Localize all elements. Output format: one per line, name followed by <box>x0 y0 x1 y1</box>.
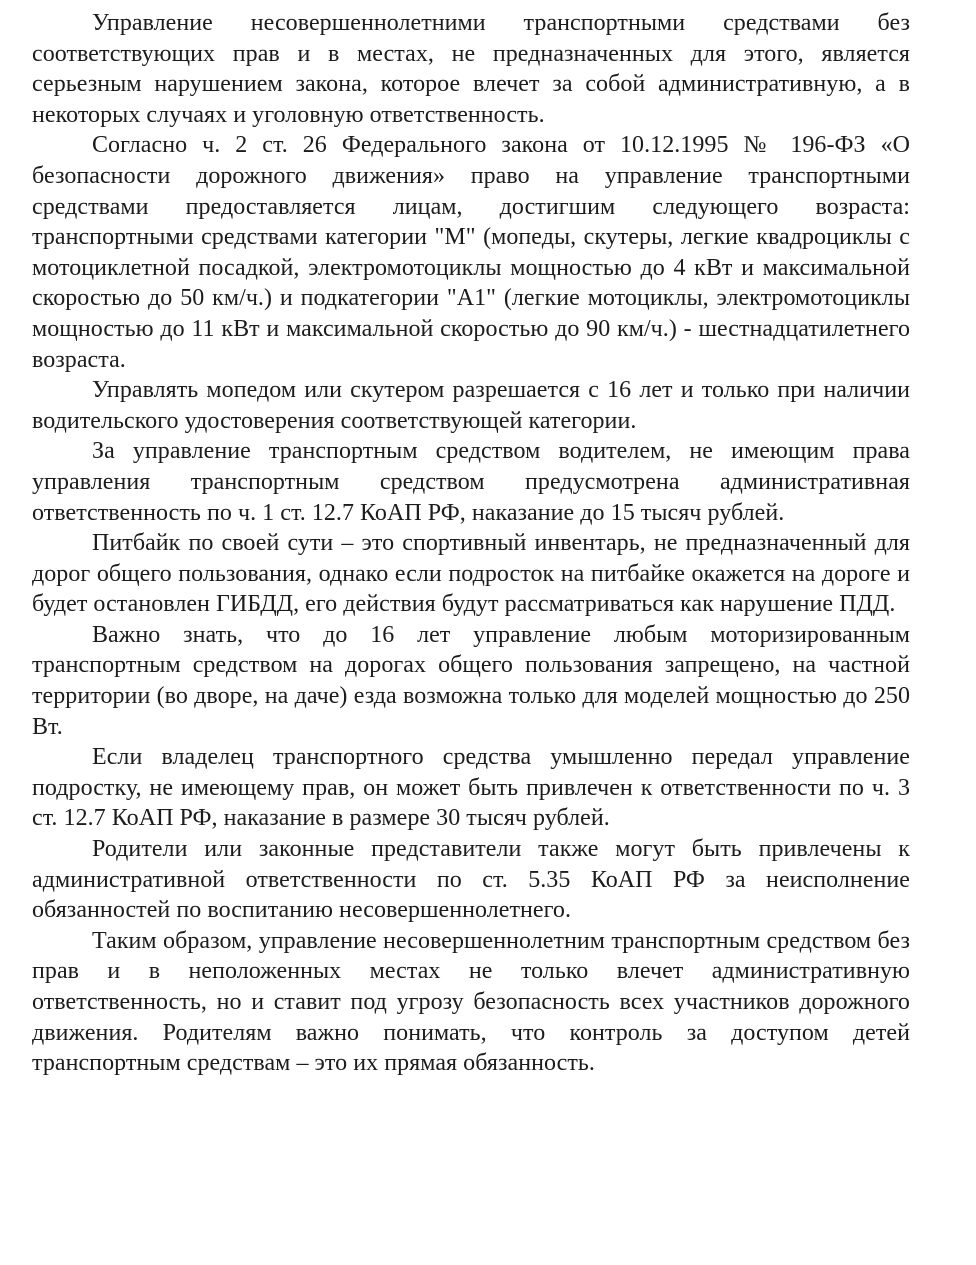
document-page <box>32 8 910 1079</box>
paragraph-law-age: Согласно ч. 2 ст. 26 Федерального закона от 10.12.1995 № 196-ФЗ «О безопасности дорожного движения» право на управление транспортными средствами предоставляется лицам, достигшим следующего возраста: транспортными средствами категории "M" (мопеды, скутеры, легкие квадроциклы с мотоциклетной посадкой, электромотоциклы мощностью до 4 кВт и максимальной скоростью до 50 км/ч.) и подкатегории "A1" (легкие мотоциклы, электромотоциклы мощностью до 11 кВт и максимальной скоростью до 90 км/ч.) - шестнадцатилетнего возраста. <box>32 132 910 373</box>
paragraph-intro: Управление несовершеннолетними транспортными средствами без соответствующих прав и в местах, не предназначенных для этого, является серьезным нарушением закона, которое влечет за собой административную, а в некоторых случаях и уголовную ответственность. <box>32 10 910 128</box>
paragraph-under-16: Важно знать, что до 16 лет управление любым моторизированным транспортным средством на дорогах общего пользования запрещено, на частной территории (во дворе, на даче) езда возможна только для моделей мощностью до 250 Вт. <box>32 621 910 740</box>
paragraph-pitbike: Питбайк по своей сути – это спортивный инвентарь, не предназначенный для дорог общего пользования, однако если подросток на питбайке окажется на дороге и будет остановлен ГИБДД, его действия будут рассматриваться как нарушение ПДД. <box>32 530 910 618</box>
paragraph-moped-age: Управлять мопедом или скутером разрешается с 16 лет и только при наличии водительского удостоверения соответствующей категории. <box>32 377 910 434</box>
paragraph-parents-liability: Родители или законные представители также могут быть привлечены к административной ответственности по ст. 5.35 КоАП РФ за неисполнение обязанностей по воспитанию несовершеннолетнего. <box>32 836 910 924</box>
paragraph-owner-liability: Если владелец транспортного средства умышленно передал управление подростку, не имеющему прав, он может быть привлечен к ответственности по ч. 3 ст. 12.7 КоАП РФ, наказание в размере 30 тысяч рублей. <box>32 744 910 832</box>
paragraph-conclusion: Таким образом, управление несовершеннолетним транспортным средством без прав и в неположенных местах не только влечет административную ответственность, но и ставит под угрозу безопасность всех участников дорожного движения. Родителям важно понимать, что контроль за доступом детей транспортным средствам – это их прямая обязанность. <box>32 927 910 1077</box>
paragraph-no-license-penalty: За управление транспортным средством водителем, не имеющим права управления транспортным средством предусмотрена административная ответственность по ч. 1 ст. 12.7 КоАП РФ, наказание до 15 тысяч рублей. <box>32 438 910 526</box>
